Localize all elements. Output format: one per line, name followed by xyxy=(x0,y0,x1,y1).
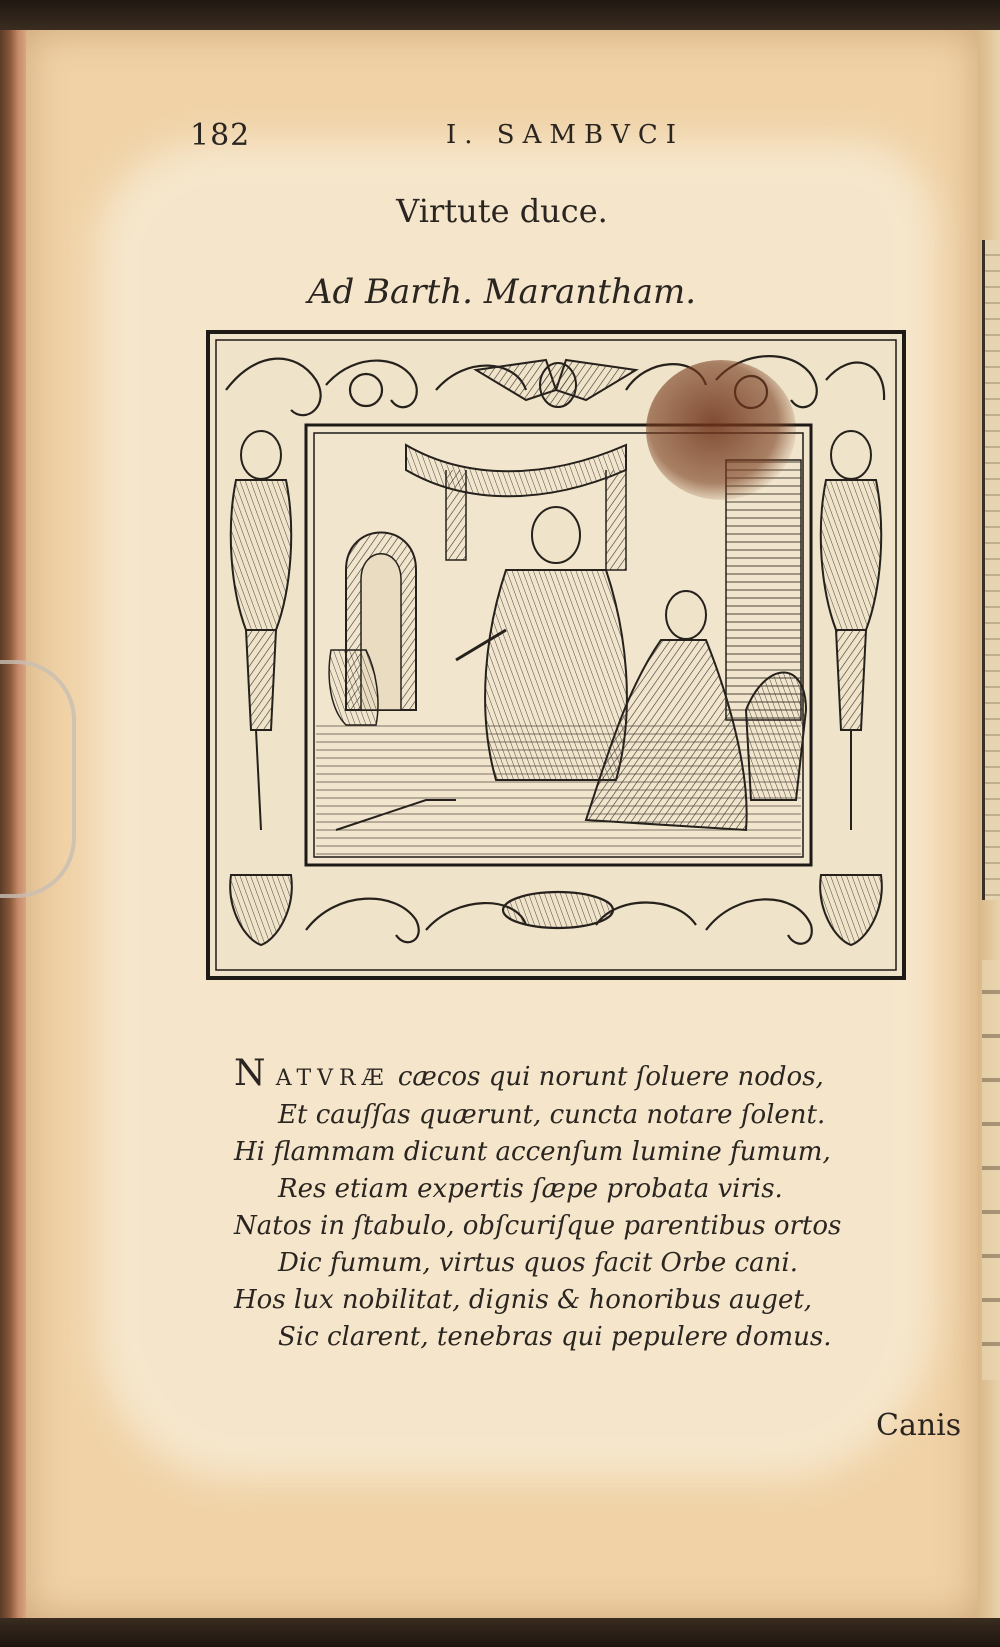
verse-line: Sic clarent, tenebras qui pepulere domus. xyxy=(278,1322,832,1352)
epigram xyxy=(234,1055,854,1356)
next-page-text xyxy=(982,960,1000,1380)
verse-line: Natos in ſtabulo, obſcuriſque parentibus ortos xyxy=(234,1211,842,1241)
verse-line: Hi flammam dicunt accenſum lumine fumum, xyxy=(234,1137,831,1167)
page-clip xyxy=(0,660,76,898)
verse-line: Dic fumum, virtus quos facit Orbe cani. xyxy=(278,1248,798,1278)
first-word-smallcaps: ATVRÆ xyxy=(275,1066,390,1091)
page-number: 182 xyxy=(190,118,251,153)
verse-line: Hos lux nobilitat, dignis & honoribus auget, xyxy=(234,1285,813,1315)
catchword: Canis xyxy=(876,1408,962,1443)
book-bottom-edge xyxy=(0,1618,1000,1647)
book-top-edge xyxy=(0,0,1000,30)
woodcut-illustration xyxy=(206,330,906,980)
initial-letter: N xyxy=(234,1053,268,1094)
emblem-motto: Virtute duce. xyxy=(396,192,608,230)
page-header xyxy=(26,118,978,158)
next-page-ornament xyxy=(982,240,1000,900)
verse-line: Et cauſſas quærunt, cuncta notare ſolent. xyxy=(278,1100,826,1130)
running-head: I. SAMBVCI xyxy=(446,120,685,150)
verse-line xyxy=(234,1055,854,1097)
emblem-dedication: Ad Barth. Marantham. xyxy=(307,272,697,312)
first-line-rest: cæcos qui norunt ſoluere nodos, xyxy=(397,1062,824,1092)
verse-line: Res etiam expertis ſæpe probata viris. xyxy=(278,1174,783,1204)
book-page xyxy=(26,30,978,1618)
water-stain xyxy=(646,360,796,500)
